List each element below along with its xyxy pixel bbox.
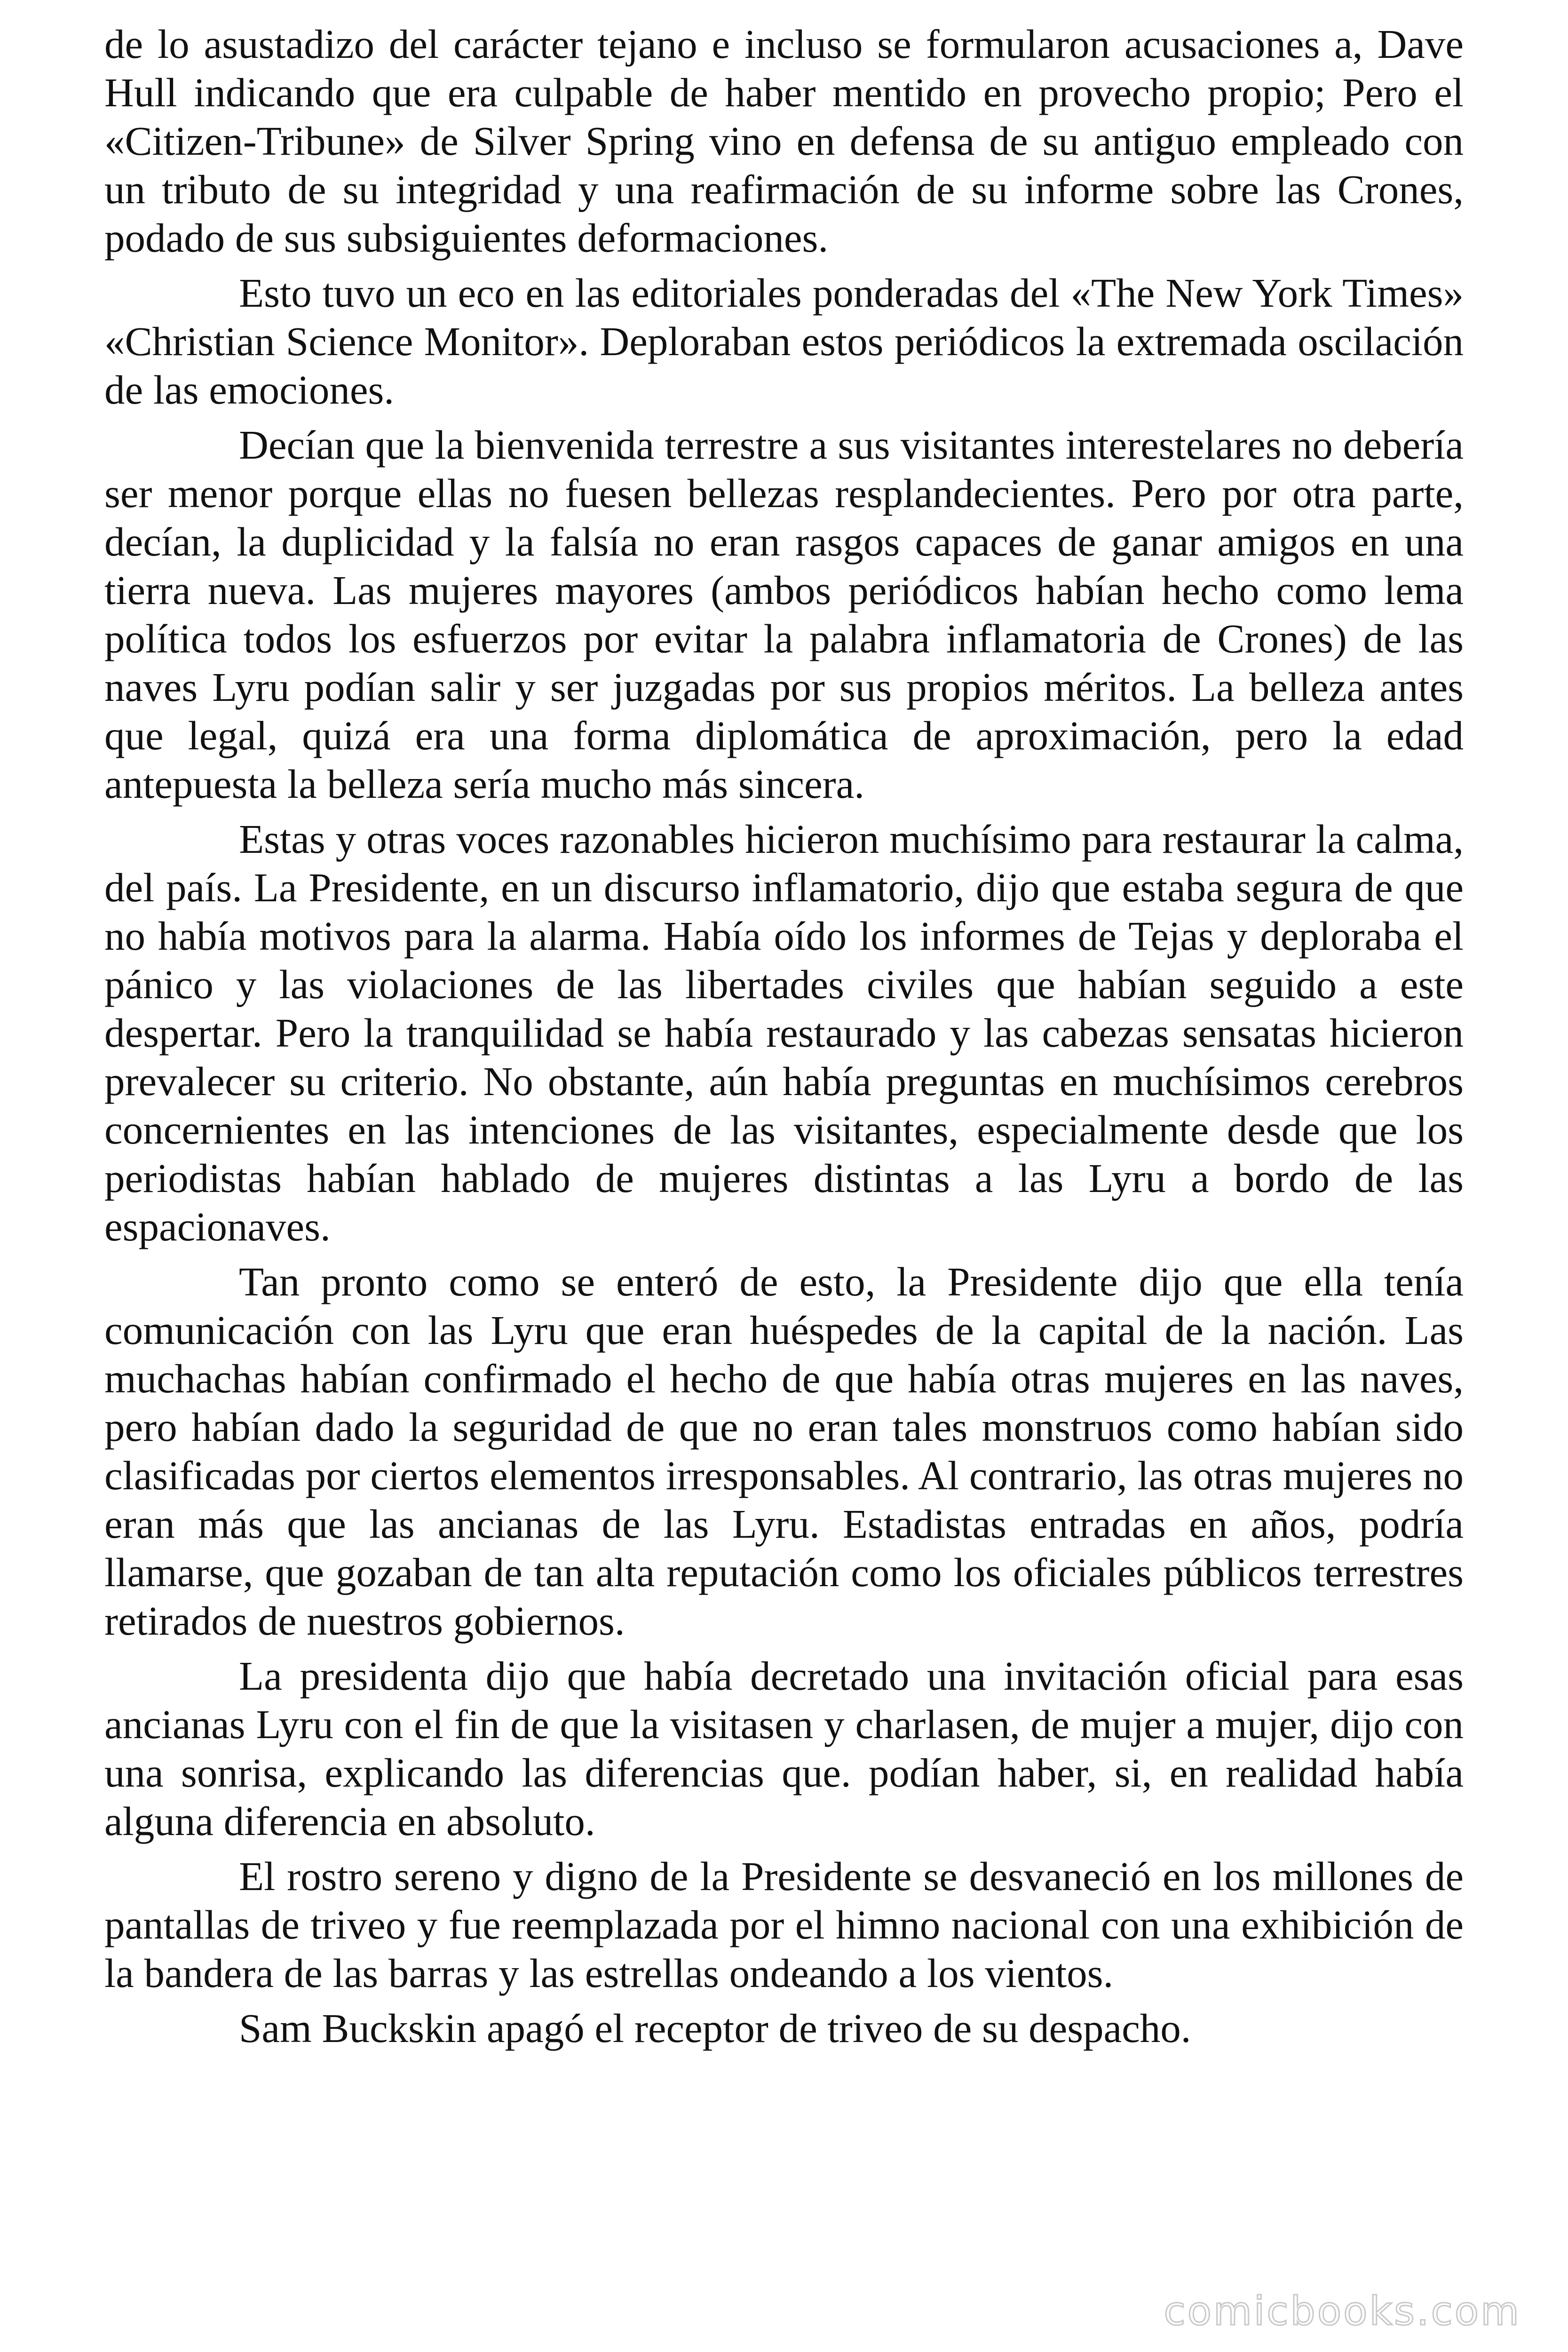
paragraph-6: La presidenta dijo que había decretado una invitación oficial para esas ancianas Lyru con el fin de que la visitasen y charlasen, de mujer a mujer, dijo con una sonrisa, explicando las diferencias que. podían haber, si, en realidad había alguna diferencia en absoluto. — [104, 1653, 1464, 1844]
paragraph-4: Estas y otras voces razonables hicieron muchísimo para restaurar la calma, del país. La Presidente, en un discurso inflamatorio, dijo que estaba segura de que no había motivos para la alarma. Había oído los informes de Tejas y deploraba el pánico y las violaciones de las libertades civiles que habían seguido a este despertar. Pero la tranquilidad se había restaurado y las cabezas sensatas hicieron prevalecer su criterio. No obstante, aún había preguntas en muchísimos cerebros concernientes en las intenciones de las visitantes, especialmente desde que los periodistas habían hablado de mujeres distintas a las Lyru a bordo de las espacionaves. — [104, 816, 1464, 1249]
watermark-text: comicbooks.com — [1164, 2288, 1521, 2334]
paragraph-8: Sam Buckskin apagó el receptor de triveo de su despacho. — [239, 2005, 1191, 2051]
paragraph-5: Tan pronto como se enteró de esto, la Presidente dijo que ella tenía comunicación con las Lyru que eran huéspedes de la capital de la nación. Las muchachas habían confirmado el hecho de que había otras mujeres en las naves, pero habían dado la seguridad de que no eran tales monstruos como habían sido clasificadas por ciertos elementos irresponsables. Al contrario, las otras mujeres no eran más que las ancianas de las Lyru. Estadistas entradas en años, podría llamarse, que gozaban de tan alta reputación como los oficiales públicos terrestres retirados de nuestros gobiernos. — [104, 1259, 1464, 1644]
paragraph-7: El rostro sereno y digno de la Presidente se desvaneció en los millones de pantallas de triveo y fue reemplazada por el himno nacional con una exhibición de la bandera de las barras y las estrellas ondeando a los vientos. — [104, 1853, 1464, 1996]
paragraph-3: Decían que la bienvenida terrestre a sus visitantes interestelares no debería ser menor porque ellas no fuesen bellezas resplandecientes. Pero por otra parte, decían, la duplicidad y la falsía no eran rasgos capaces de ganar amigos en una tierra nueva. Las mujeres mayores (ambos periódicos habían hecho como lema política todos los esfuerzos por evitar la palabra inflamatoria de Crones) de las naves Lyru podían salir y ser juzgadas por sus propios méritos. La belleza antes que legal, quizá era una forma diplomática de aproximación, pero la edad antepuesta la belleza sería mucho más sincera. — [104, 422, 1464, 807]
paragraph-2: Esto tuvo un eco en las editoriales ponderadas del «The New York Times» «Christian Science Monitor». Deploraban estos periódicos la extremada oscilación de las emociones. — [104, 270, 1464, 413]
document-page — [104, 20, 1464, 2059]
paragraph-1: de lo asustadizo del carácter tejano e incluso se formularon acusaciones a, Dave Hull indicando que era culpable de haber mentido en provecho propio; Pero el «Citizen-Tribune» de Silver Spring vino en defensa de su antiguo empleado con un tributo de su integridad y una reafirmación de su informe sobre las Crones, podado de sus subsiguientes deformaciones. — [104, 21, 1464, 261]
